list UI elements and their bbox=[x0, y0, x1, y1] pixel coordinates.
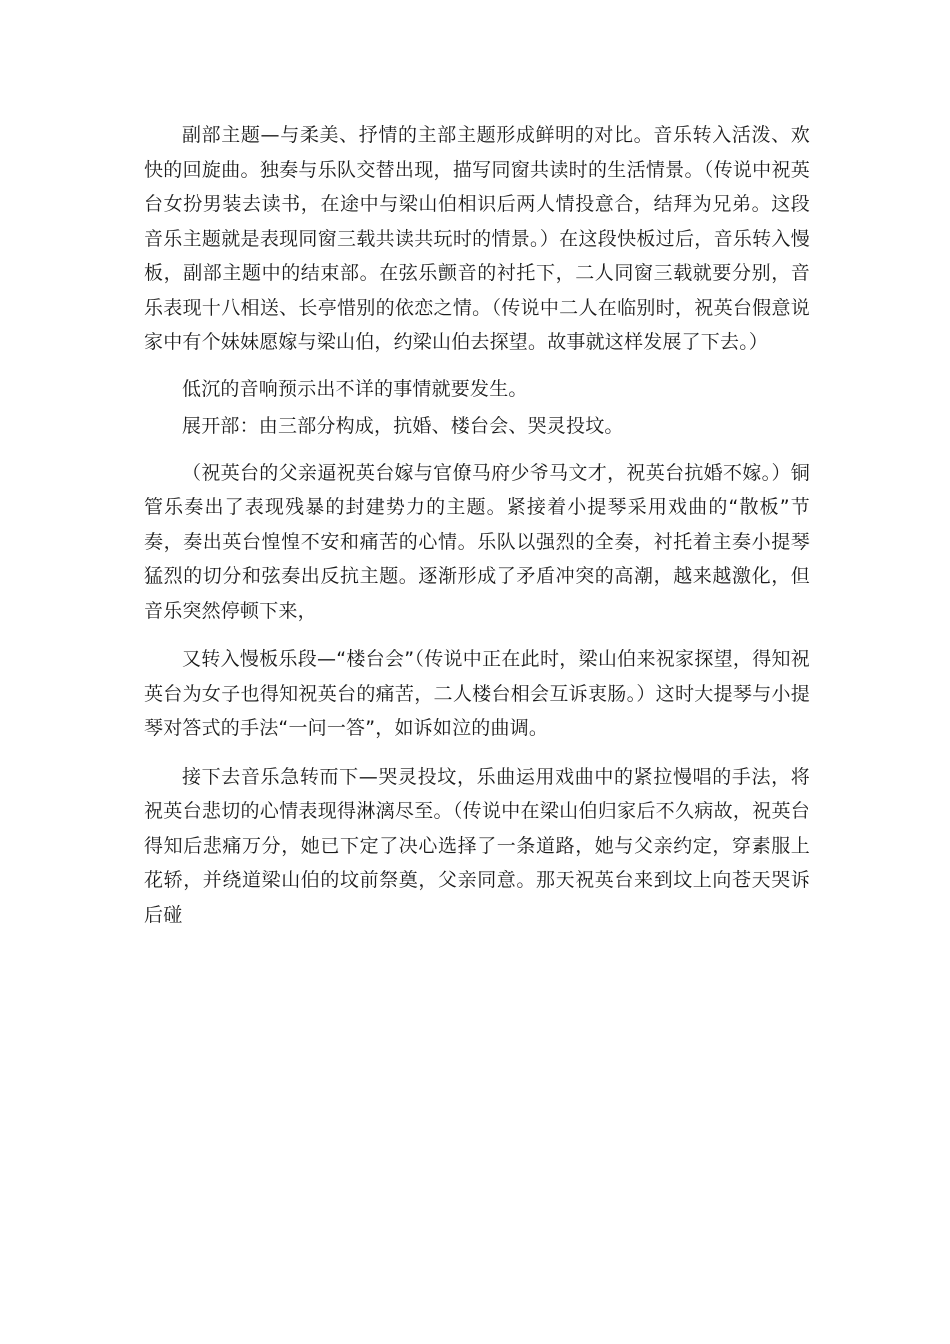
paragraph-ominous-sound: 低沉的音响预示出不详的事情就要发生。 bbox=[182, 377, 528, 400]
paragraph-secondary-theme: 副部主题—与柔美、抒情的主部主题形成鲜明的对比。音乐转入活泼、欢快的回旋曲。独奏与乐队交替出现，描写同窗共读时的生活情景。（传说中祝英台女扮男装去读书，在途中与梁山伯相识后两人情投意合，结拜为兄弟。这段音乐主题就是表现同窗三载共读共玩时的情景。）在这段快板过后，音乐转入慢板，副部主题中的结束部。在弦乐颤音的衬托下，二人同窗三载就要分别，音乐表现十八相送、长亭惜别的依恋之情。（传说中二人在临别时，祝英台假意说家中有个妹妹愿嫁与梁山伯，约梁山伯去探望。故事就这样发展了下去。） bbox=[144, 124, 810, 353]
paragraph-development-section: 展开部：由三部分构成，抗婚、楼台会、哭灵投坟。 bbox=[182, 415, 624, 437]
paragraph-tower-meeting: 又转入慢板乐段—“楼台会”（传说中正在此时，梁山伯来祝家探望，得知祝英台为女子也得知祝英台的痛苦，二人楼台相会互诉衷肠。）这时大提琴与小提琴对答式的手法“一问一答”，如诉如泣的曲调。 bbox=[144, 648, 810, 739]
paragraph-refusing-marriage: （祝英台的父亲逼祝英台嫁与官僚马府少爷马文才，祝英台抗婚不嫁。）铜管乐奏出了表现残暴的封建势力的主题。紧接着小提琴采用戏曲的“散板”节奏，奏出英台惶惶不安和痛苦的心情。乐队以强烈的全奏，衬托着主奏小提琴猛烈的切分和弦奏出反抗主题。逐渐形成了矛盾冲突的高潮，越来越激化，但音乐突然停顿下来， bbox=[144, 461, 810, 622]
paragraph-mourning-tomb: 接下去音乐急转而下—哭灵投坟，乐曲运用戏曲中的紧拉慢唱的手法，将祝英台悲切的心情表现得淋漓尽至。（传说中在梁山伯归家后不久病故，祝英台得知后悲痛万分，她已下定了决心选择了一条道路，她与父亲约定，穿素服上花轿，并绕道梁山伯的坟前祭奠，父亲同意。那天祝英台来到坟上向苍天哭诉后碰 bbox=[144, 765, 810, 926]
document-body bbox=[144, 118, 810, 932]
